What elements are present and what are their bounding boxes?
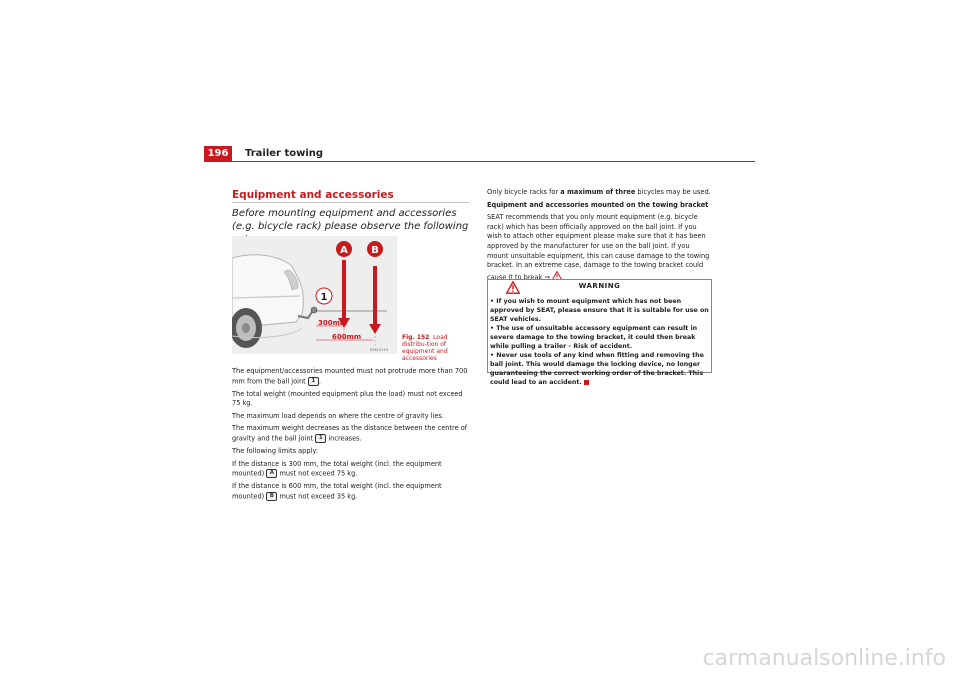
figure-caption xyxy=(402,334,472,362)
key-badge: 1 xyxy=(308,377,319,386)
arrow-a xyxy=(342,260,346,320)
text-run: bicycles may be used. xyxy=(637,188,711,196)
paragraph xyxy=(232,482,472,502)
dim-300: 300mm xyxy=(318,319,348,327)
dim-600: 600mm xyxy=(332,333,362,341)
text-run: SEAT recommends that you only mount equipment (e.g. bicycle rack) which has been officially approved on the ball joint. If you wish to attach other equipment please make sure that it has been approved by the manufacturer for use on the ball joint. If you mount unsuitable equipment, this can cause damage to the towing bracket. In an extreme case, damage to the towing bracket could cause it to break xyxy=(487,213,710,282)
text-run: . xyxy=(562,273,565,282)
warning-list xyxy=(490,297,710,387)
figure-caption-text: Load distribu-tion of equipment and accessories xyxy=(402,334,448,362)
figure-code: B5M-0119 xyxy=(370,348,388,352)
text-run: increases. xyxy=(328,434,362,443)
paragraph xyxy=(232,424,472,444)
label-b: B xyxy=(371,245,379,256)
right-column xyxy=(487,188,712,286)
text-run: must not exceed 75 kg. xyxy=(279,469,358,478)
left-column xyxy=(232,367,472,505)
figure-caption-number: Fig. 152 xyxy=(402,334,430,341)
warning-item xyxy=(490,324,710,351)
figure-load-distribution xyxy=(232,236,397,354)
warning-item-text: If you wish to mount equipment which has not been approved by SEAT, please ensure that it is suitable for use on SEAT vehicles. xyxy=(490,298,709,323)
paragraph: The following limits apply: xyxy=(232,447,319,456)
end-marker xyxy=(584,380,589,385)
paragraph xyxy=(487,188,712,198)
page-number: 196 xyxy=(204,146,232,161)
text-run: must not exceed 35 kg. xyxy=(279,492,358,501)
figure-illustration xyxy=(232,236,397,354)
section-intro: Before mounting equipment and accessories (e.g. bicycle rack) please observe the following xyxy=(232,208,469,232)
text-run: If the distance is 600 mm, the total weight (incl. the equipment mounted) xyxy=(232,482,442,501)
text-run: Only bicycle racks for xyxy=(487,188,559,196)
paragraph: The maximum load depends on where the centre of gravity lies. xyxy=(232,411,444,420)
key-badge: 1 xyxy=(315,434,326,443)
text-run: The maximum weight decreases as the distance between the centre of gravity and the ball joint xyxy=(232,424,468,443)
paragraph: The total weight (mounted equipment plus the load) must not exceed 75 kg. xyxy=(232,389,463,408)
arrow-b xyxy=(373,266,377,326)
warning-item xyxy=(490,297,710,324)
bullet: • xyxy=(490,298,495,305)
header-divider xyxy=(204,161,755,162)
paragraph xyxy=(232,367,472,387)
key-badge: A xyxy=(266,469,277,478)
paragraph xyxy=(487,213,712,283)
page-header-title: Trailer towing xyxy=(245,148,324,159)
text-run: The equipment/accessories mounted must not protrude more than 700 mm from the ball joint xyxy=(232,367,468,386)
key-badge: B xyxy=(266,492,277,501)
bullet: • xyxy=(490,352,495,359)
warning-item xyxy=(490,351,710,387)
warning-title: WARNING xyxy=(578,282,621,290)
paragraph xyxy=(232,460,472,480)
text-run: If the distance is 300 mm, the total weight (incl. the equipment mounted) xyxy=(232,459,442,478)
text-run: . xyxy=(318,377,321,386)
cross-reference-arrow: ⇒ xyxy=(544,273,550,282)
subheading: Equipment and accessories mounted on the towing bracket xyxy=(487,200,709,209)
warning-item-text: Never use tools of any kind when fitting and removing the ball joint. This would damage the locking device, no longer guaranteeing the correct working order of the bracket. This could lead to an accident. xyxy=(490,352,704,386)
watermark: carmanualsonline.info xyxy=(702,646,946,671)
section-divider xyxy=(232,202,469,203)
label-a: A xyxy=(340,245,348,256)
warning-item-text: The use of unsuitable accessory equipment can result in severe damage to the towing bracket, it could then break while pulling a trailer - Risk of accident. xyxy=(490,325,698,350)
text-run-bold: a maximum of three xyxy=(560,188,636,196)
bullet: • xyxy=(490,325,495,332)
section-title: Equipment and accessories xyxy=(232,189,394,201)
label-1: 1 xyxy=(320,292,328,303)
